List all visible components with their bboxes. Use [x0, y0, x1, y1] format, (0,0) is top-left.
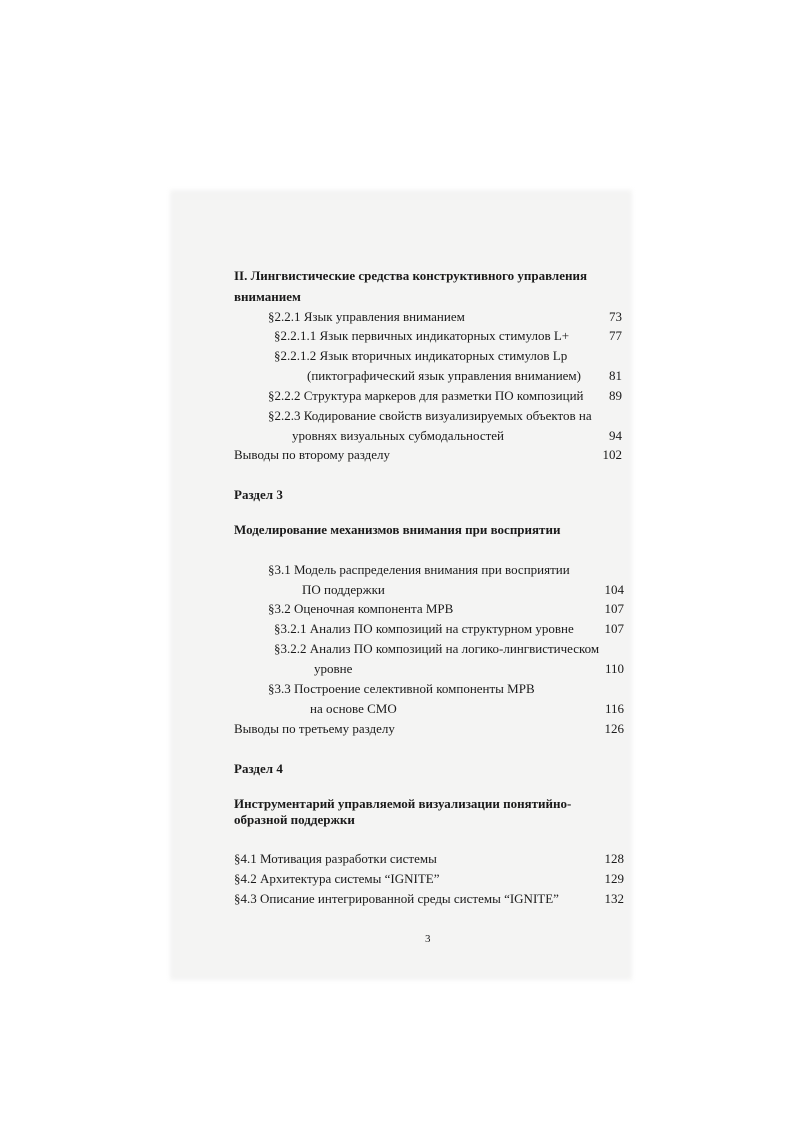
toc-entry-text: §4.2 Архитектура системы “IGNITE” [234, 871, 440, 886]
toc-entry-page: 110 [604, 661, 624, 676]
toc-entry-text: §2.2.2 Структура маркеров для разметки ПО композиций [268, 388, 584, 403]
toc-entry-text: уровне [314, 661, 353, 676]
section4-title-line2: образной поддержки [234, 812, 355, 827]
section2-heading-line2: вниманием [234, 289, 301, 304]
toc-entry-page: 107 [604, 621, 624, 636]
toc-entry-page: 128 [604, 851, 624, 866]
section2-heading-line1: II. Лингвистические средства конструктивного управления [234, 268, 588, 283]
toc-entry-text: §3.3 Построение селективной компоненты МРВ [268, 681, 535, 696]
toc-entry-text: §3.2.1 Анализ ПО композиций на структурном уровне [274, 621, 574, 636]
section4-label: Раздел 4 [234, 761, 283, 776]
toc-entry-page: 132 [604, 891, 624, 906]
toc-entry-text: §2.2.1 Язык управления вниманием [268, 309, 465, 324]
toc-entry-page: 104 [604, 582, 624, 597]
toc-entry-page: 107 [604, 601, 624, 616]
toc-entry-text: §4.3 Описание интегрированной среды системы “IGNITE” [234, 891, 559, 906]
toc-entry-page: 129 [604, 871, 624, 886]
section2-conclusion-page: 102 [602, 447, 622, 462]
toc-entry-text: §2.2.1.1 Язык первичных индикаторных стимулов L+ [274, 328, 570, 343]
toc-entry-text: на основе СМО [310, 701, 397, 716]
toc-entry-text: §2.2.3 Кодирование свойств визуализируемых объектов на [268, 408, 592, 423]
page-number: 3 [425, 933, 431, 945]
toc-entry-text: §3.2 Оценочная компонента МРВ [268, 601, 454, 616]
toc-entry-text: (пиктографический язык управления вниманием) [307, 368, 581, 383]
section2-conclusion: Выводы по второму разделу [234, 447, 390, 462]
toc-entry-page: 81 [609, 368, 622, 383]
toc-entry-text: §3.1 Модель распределения внимания при восприятии [268, 562, 570, 577]
section4-title-line1: Инструментарий управляемой визуализации понятийно- [234, 796, 572, 811]
toc-entry-page: 89 [609, 388, 622, 403]
section3-label: Раздел 3 [234, 487, 283, 502]
toc-entry-page: 94 [609, 428, 622, 443]
section3-conclusion: Выводы по третьему разделу [234, 721, 395, 736]
toc-entry-text: §4.1 Мотивация разработки системы [234, 851, 437, 866]
toc-entry-page: 116 [604, 701, 624, 716]
toc-entry-text: §3.2.2 Анализ ПО композиций на логико-лингвистическом [274, 641, 600, 656]
toc-entry-page: 77 [609, 328, 622, 343]
section3-conclusion-page: 126 [604, 721, 624, 736]
toc-entry-text: §2.2.1.2 Язык вторичных индикаторных стимулов Lp [274, 348, 568, 363]
section3-title: Моделирование механизмов внимания при восприятии [234, 522, 561, 537]
toc-entry-text: ПО поддержки [302, 582, 385, 597]
toc-entry-page: 73 [609, 309, 622, 324]
toc-entry-text: уровнях визуальных субмодальностей [292, 428, 504, 443]
